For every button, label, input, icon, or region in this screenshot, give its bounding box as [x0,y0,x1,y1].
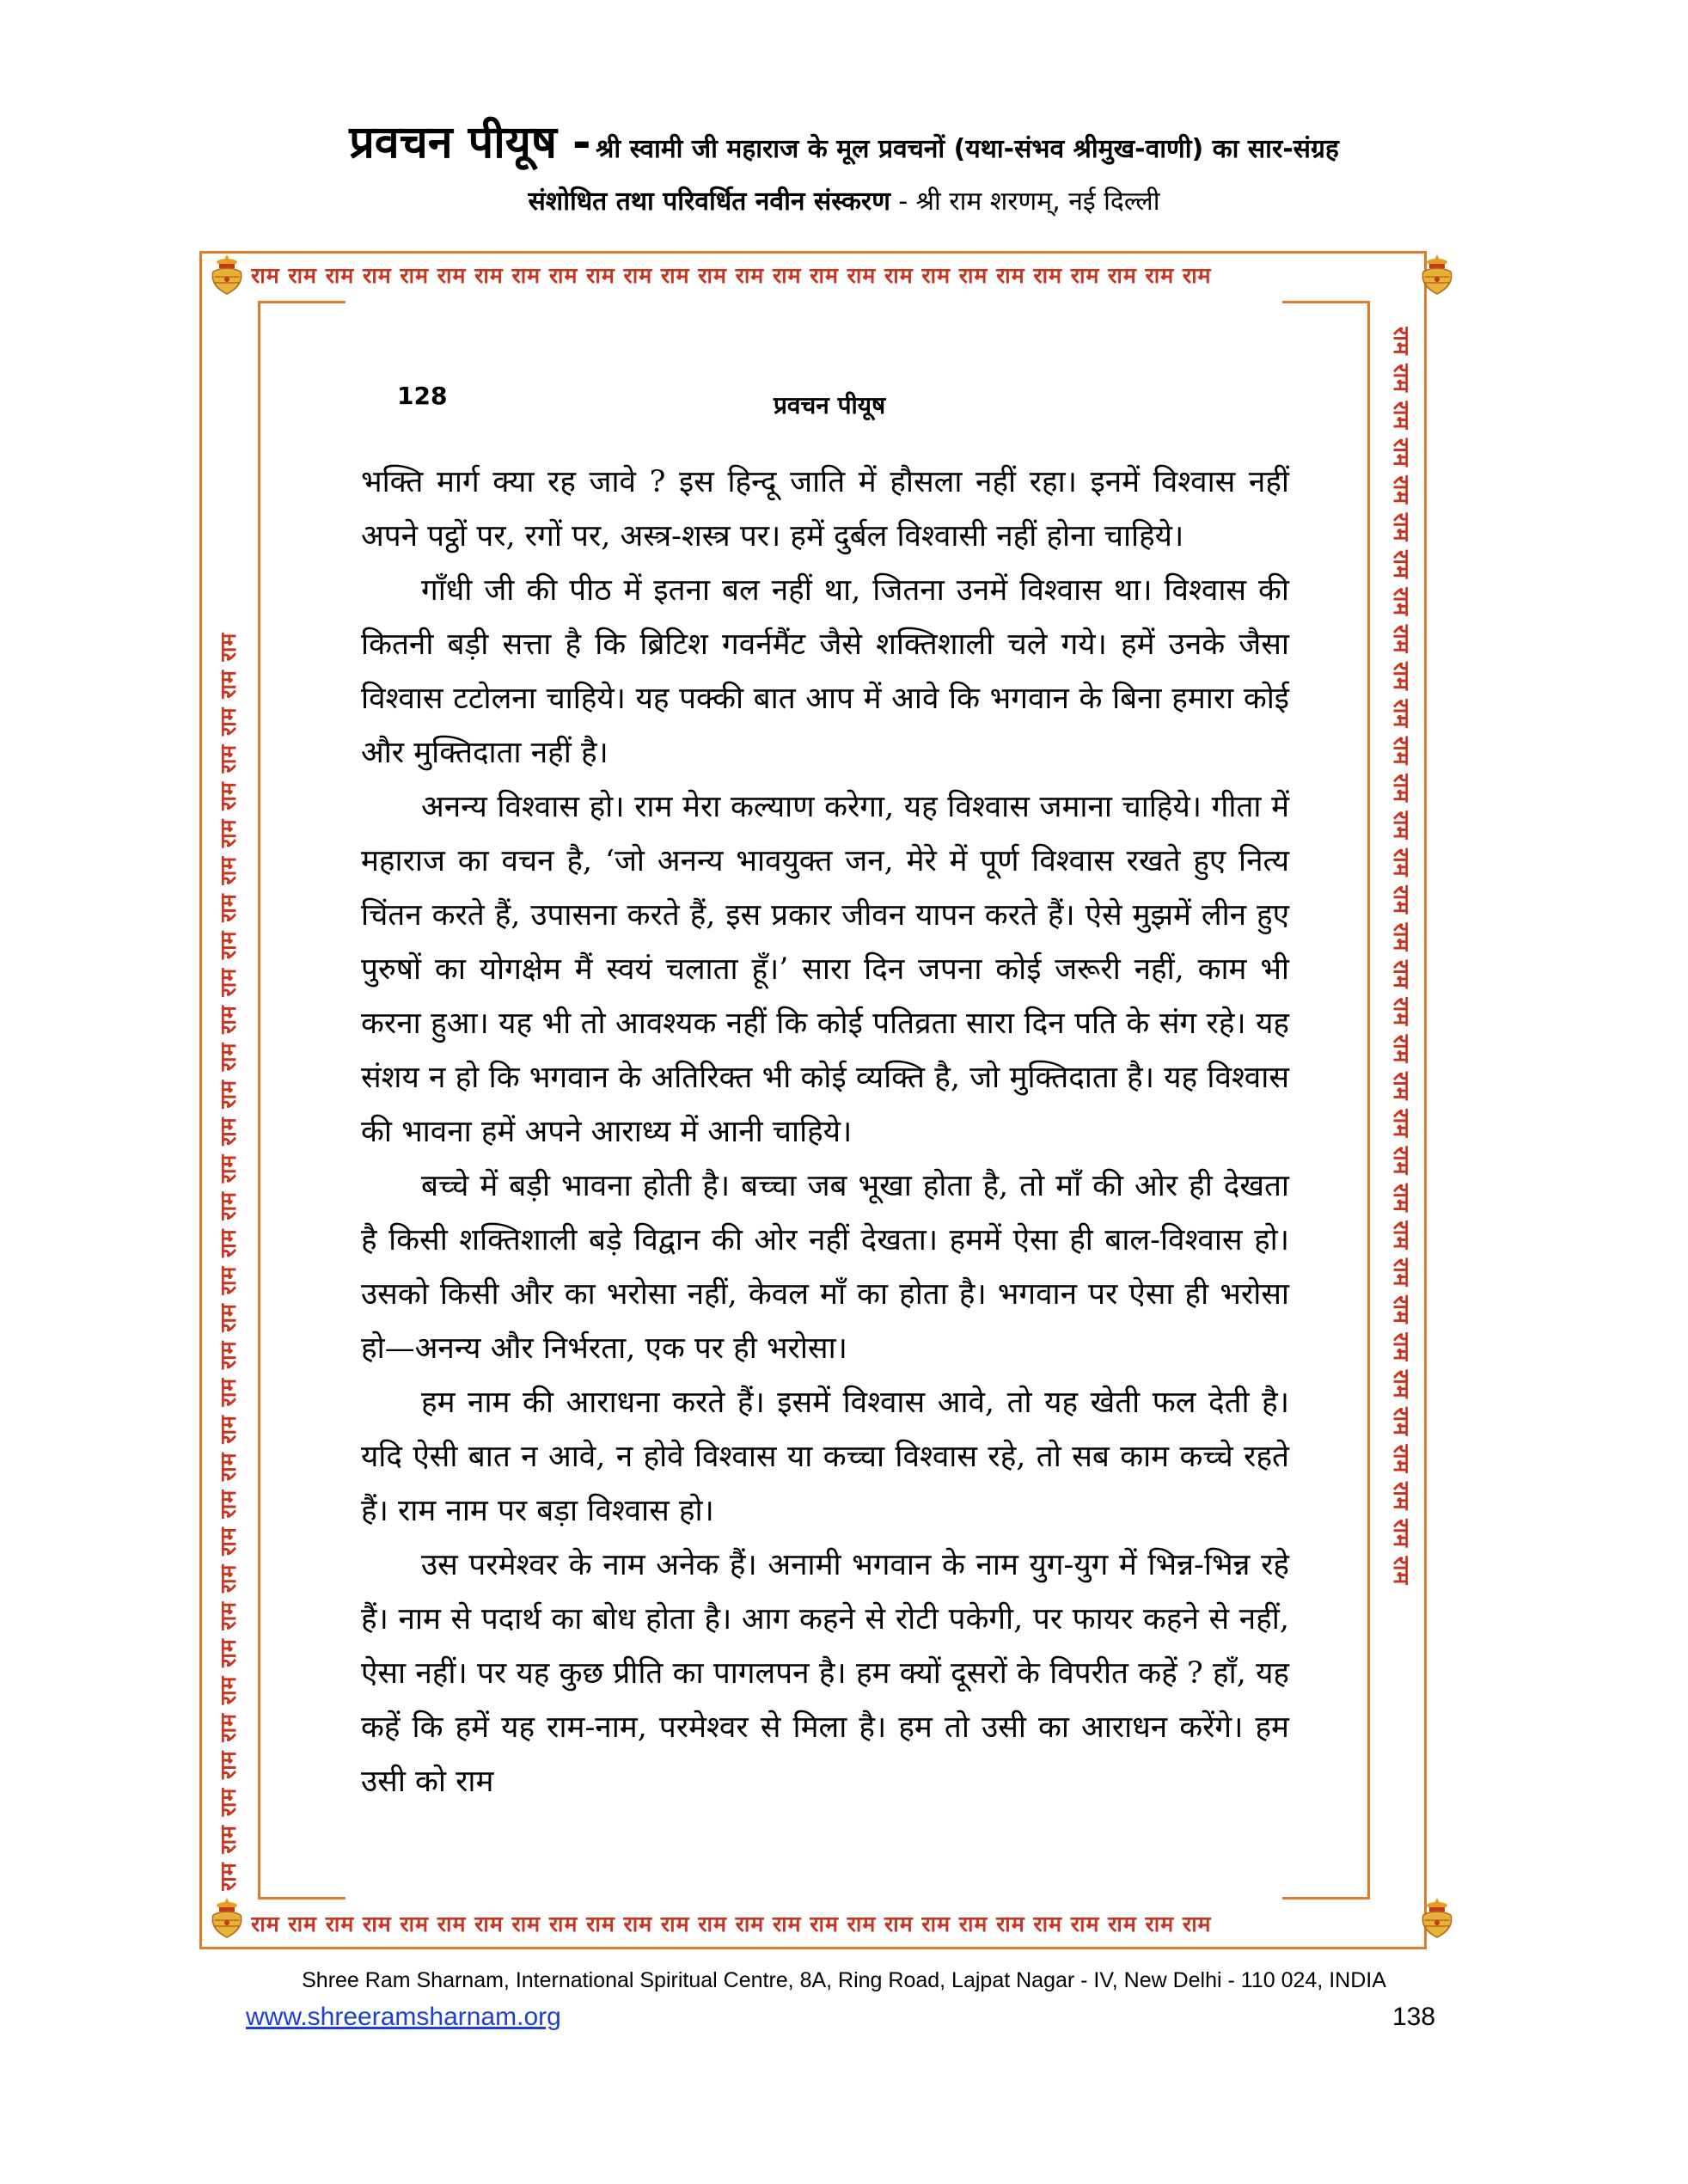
book-page-number: 128 [397,382,448,410]
footer-address: Shree Ram Sharnam, International Spiritual Centre, 8A, Ring Road, Lajpat Nagar - IV, New Delhi - 110 024, INDIA [302,1968,1386,1992]
border-text-right: राम राम राम राम राम राम राम राम राम राम राम राम राम राम राम राम राम राम राम राम राम राम राम राम राम राम राम राम राम राम राम राम राम राम [1389,327,1414,1586]
paragraph: उस परमेश्वर के नाम अनेक हैं। अनामी भगवान के नाम युग-युग में भिन्न-भिन्न रहे हैं। नाम से पदार्थ का बोध होता है। आग कहने से रोटी पकेगी, पर फायर कहने से नहीं, ऐसा नहीं। पर यह कुछ प्रीति का पागलपन है। हम क्यों दूसरों के विपरीत कहें ? हाँ, यह कहें कि हमें यह राम-नाम, परमेश्वर से मिला है। हम तो उसी का आराधन करेंगे। हम उसी को राम [361,1548,1289,1799]
kalash-icon [1413,251,1461,299]
subtitle-rest: - श्री राम शरणम्, नई दिल्ली [890,187,1160,217]
subtitle-bold: संशोधित तथा परिवर्धित नवीन संस्करण [528,187,890,217]
paragraph: बच्चे में बड़ी भावना होती है। बच्चा जब भूखा होता है, तो माँ की ओर ही देखता है किसी शक्तिशाली बड़े विद्वान की ओर नहीं देखता। हममें ऐसा ही बाल-विश्वास हो। उसको किसी और का भरोसा नहीं, केवल माँ का होता है। भगवान पर ऐसा ही भरोसा हो—अनन्य और निर्भरता, एक पर ही भरोसा। [361,1169,1289,1366]
title-main: प्रवचन पीयूष - [349,117,591,168]
page-running-header [361,378,1289,438]
paragraph: हम नाम की आराधना करते हैं। इसमें विश्वास आवे, तो यह खेती फल देती है। यदि ऐसी बात न आवे, न होवे विश्वास या कच्चा विश्वास रहे, तो सब काम कच्चे रहते हैं। राम नाम पर बड़ा विश्वास हो। [361,1386,1289,1528]
title-rest: श्री स्वामी जी महाराज के मूल प्रवचनों (यथा-संभव श्रीमुख-वाणी) का सार-संग्रह [596,134,1339,164]
border-text-left-wrap [205,327,253,1891]
inner-border-gap-top [346,298,1282,306]
page-content [361,378,1289,1809]
border-text-bottom: राम राम राम राम राम राम राम राम राम राम राम राम राम राम राम राम राम राम राम राम राम राम राम राम राम राम [251,1912,1212,1936]
paragraph: भक्ति मार्ग क्या रह जावे ? इस हिन्दू जाति में हौसला नहीं रहा। इनमें विश्वास नहीं अपने पट्ठों पर, रगों पर, अस्त्र-शस्त्र पर। हमें दुर्बल विश्वासी नहीं होना चाहिये। [361,465,1289,554]
document-title [0,110,1688,171]
border-text-top: राम राम राम राम राम राम राम राम राम राम राम राम राम राम राम राम राम राम राम राम राम राम राम राम राम राम [251,263,1212,288]
inner-border-gap-bottom [346,1894,1282,1902]
running-title: प्रवचन पीयूष [774,391,886,419]
page-body [361,456,1289,1809]
border-text-right-wrap [1377,327,1425,1891]
footer-page-number: 138 [1392,2003,1436,2031]
kalash-icon [1413,1894,1461,1942]
kalash-icon [203,1894,251,1942]
paragraph: गाँधी जी की पीठ में इतना बल नहीं था, जितना उनमें विश्वास था। विश्वास की कितनी बड़ी सत्ता है कि ब्रिटिश गवर्नमैंट जैसे शक्तिशाली चले गये। हमें उनके जैसा विश्वास टटोलना चाहिये। यह पक्की बात आप में आवे कि भगवान के बिना हमारा कोई और मुक्तिदाता नहीं है। [361,573,1289,770]
kalash-icon [203,251,251,299]
document-subtitle [0,182,1688,217]
paragraph: अनन्य विश्वास हो। राम मेरा कल्याण करेगा, यह विश्वास जमाना चाहिये। गीता में महाराज का वचन है, ‘जो अनन्य भावयुक्त जन, मेरे में पूर्ण विश्वास रखते हुए नित्य चिंतन करते हैं, उपासना करते हैं, इस प्रकार जीवन यापन करते हैं। ऐसे मुझमें लीन हुए पुरुषों का योगक्षेम मैं स्वयं चलाता हूँ।’ सारा दिन जपना कोई जरूरी नहीं, काम भी करना हुआ। यह भी तो आवश्यक नहीं कि कोई पतिव्रता सारा दिन पति के संग रहे। यह संशय न हो कि भगवान के अतिरिक्त भी कोई व्यक्ति है, जो मुक्तिदाता है। यह विश्वास की भावना हमें अपने आराध्य में आनी चाहिये। [361,790,1289,1149]
border-text-left: राम राम राम राम राम राम राम राम राम राम राम राम राम राम राम राम राम राम राम राम राम राम राम राम राम राम राम राम राम राम राम राम राम राम [216,632,241,1891]
website-link[interactable]: www.shreeramsharnam.org [246,2003,561,2031]
